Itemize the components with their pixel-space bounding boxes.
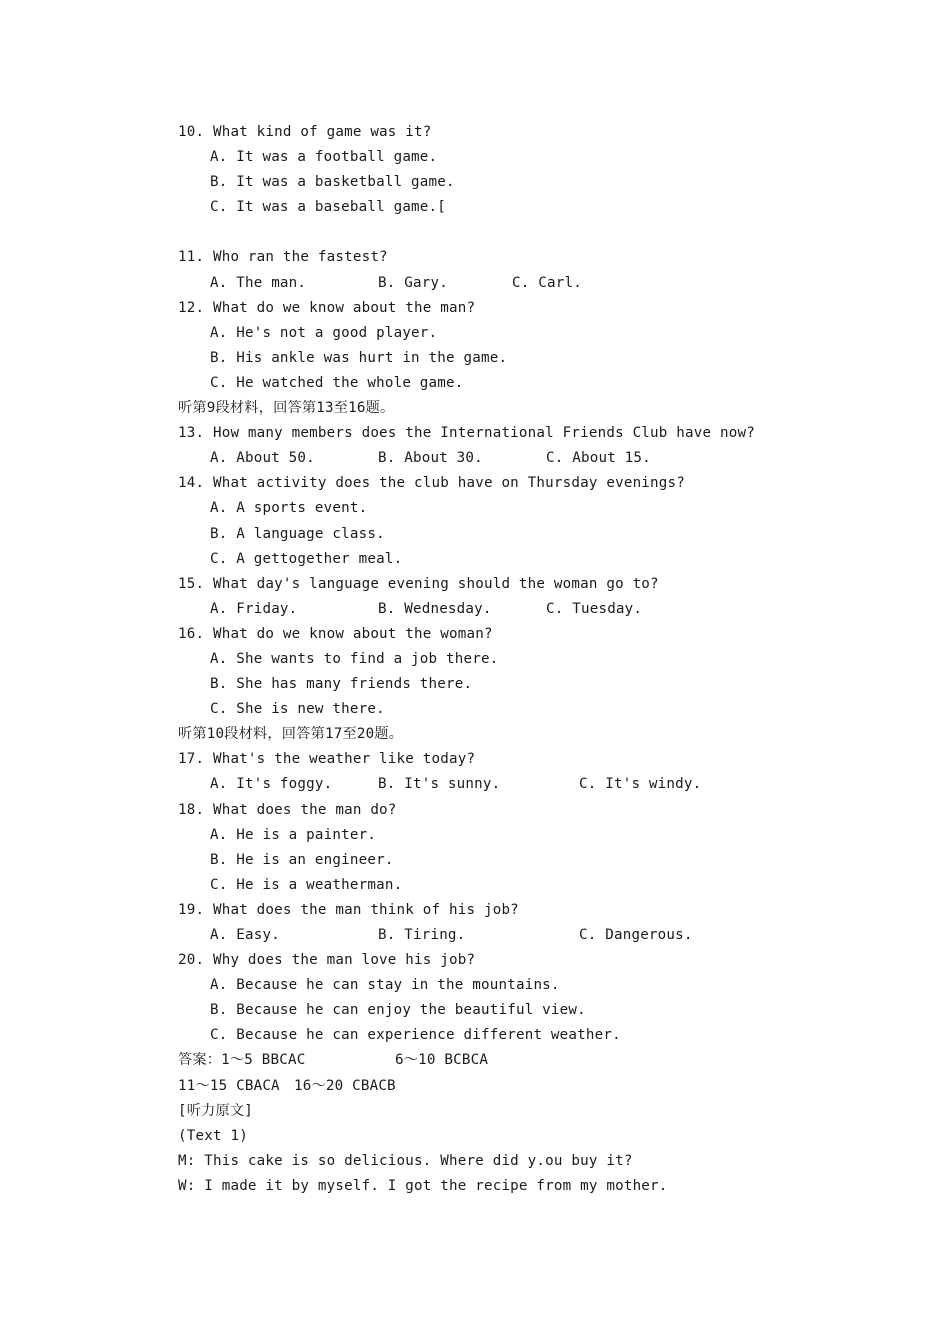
question-10-stem: 10. What kind of game was it? <box>178 124 432 140</box>
question-11-stem: 11. Who ran the fastest? <box>178 249 388 266</box>
question-11-options <box>178 271 918 296</box>
question-15-options <box>178 597 918 622</box>
question-14-stem: 14. What activity does the club have on Thursday evenings? <box>178 475 686 492</box>
question-13-option-a: A. About 50. <box>210 450 315 467</box>
question-18-option-c: C. He is a weatherman. <box>210 876 403 893</box>
question-14-option-a: A. A sports event. <box>210 500 368 517</box>
question-19-option-a: A. Easy. <box>210 927 280 943</box>
question-16-option-a: A. She wants to find a job there. <box>210 650 499 667</box>
question-12-option-a: A. He's not a good player. <box>210 324 438 341</box>
question-17-options <box>178 772 918 797</box>
question-13-options <box>178 446 918 471</box>
question-10-option-a: A. It was a football game. <box>210 149 438 166</box>
transcript-heading: [听力原文] <box>178 1102 254 1119</box>
blank-line <box>178 220 918 245</box>
question-18-option-b: B. He is an engineer. <box>210 851 394 868</box>
question-15-option-b: B. Wednesday. <box>378 600 492 617</box>
question-18-option-a: A. He is a painter. <box>210 826 377 843</box>
question-13-stem: 13. How many members does the International Friends Club have now? <box>178 425 755 442</box>
answer-key-part-1: 答案：1～5 BBCAC <box>178 1052 306 1069</box>
question-12-option-b: B. His ankle was hurt in the game. <box>210 349 508 366</box>
answer-key-part-2: 6～10 BCBCA <box>395 1052 489 1069</box>
question-10-option-b: B. It was a basketball game. <box>210 174 455 191</box>
question-11-option-a: A. The man. <box>210 274 307 291</box>
question-20-option-b: B. Because he can enjoy the beautiful view. <box>210 1002 586 1019</box>
document-body <box>178 120 918 1199</box>
question-20-option-c: C. Because he can experience different weather. <box>210 1027 621 1044</box>
question-19-stem: 19. What does the man think of his job? <box>178 901 519 918</box>
question-16-option-b: B. She has many friends there. <box>210 676 473 693</box>
answer-key-line-2 <box>178 1074 918 1099</box>
transcript-text-1-label: (Text 1) <box>178 1127 248 1144</box>
section-10-instruction: 听第10段材料，回答第17至20题。 <box>178 726 404 743</box>
question-13-option-c: C. About 15. <box>546 450 651 467</box>
transcript-line-w1: W: I made it by myself. I got the recipe from my mother. <box>178 1177 668 1194</box>
question-18-stem: 18. What does the man do? <box>178 801 397 818</box>
question-15-option-c: C. Tuesday. <box>546 600 643 617</box>
transcript-line-m1: M: This cake is so delicious. Where did y.ou buy it? <box>178 1152 633 1169</box>
question-15-option-a: A. Friday. <box>210 600 298 617</box>
answer-key-part-3: 11～15 CBACA <box>178 1077 280 1094</box>
question-11-option-c: C. Carl. <box>512 274 582 291</box>
question-17-option-c: C. It's windy. <box>579 776 702 793</box>
question-14-option-b: B. A language class. <box>210 525 385 542</box>
question-16-stem: 16. What do we know about the woman? <box>178 625 493 642</box>
question-11-option-b: B. Gary. <box>378 274 448 291</box>
question-19-options <box>178 923 918 948</box>
question-12-option-c: C. He watched the whole game. <box>210 374 464 391</box>
question-13-option-b: B. About 30. <box>378 450 483 467</box>
question-20-option-a: A. Because he can stay in the mountains. <box>210 977 560 994</box>
question-12-stem: 12. What do we know about the man? <box>178 299 476 316</box>
question-19-option-c: C. Dangerous. <box>579 927 693 943</box>
question-17-option-a: A. It's foggy. <box>210 776 333 793</box>
question-16-option-c: C. She is new there. <box>210 701 385 718</box>
question-15-stem: 15. What day's language evening should the woman go to? <box>178 575 659 592</box>
question-10-option-c: C. It was a baseball game.[ <box>210 199 447 216</box>
answer-key-line-1 <box>178 1048 918 1073</box>
answer-key-part-4: 16～20 CBACB <box>294 1077 396 1094</box>
question-19-option-b: B. Tiring. <box>378 927 466 943</box>
question-20-stem: 20. Why does the man love his job? <box>178 952 476 969</box>
question-17-option-b: B. It's sunny. <box>378 776 501 793</box>
question-14-option-c: C. A gettogether meal. <box>210 550 403 567</box>
section-9-instruction: 听第9段材料，回答第13至16题。 <box>178 400 395 417</box>
question-17-stem: 17. What's the weather like today? <box>178 751 476 768</box>
